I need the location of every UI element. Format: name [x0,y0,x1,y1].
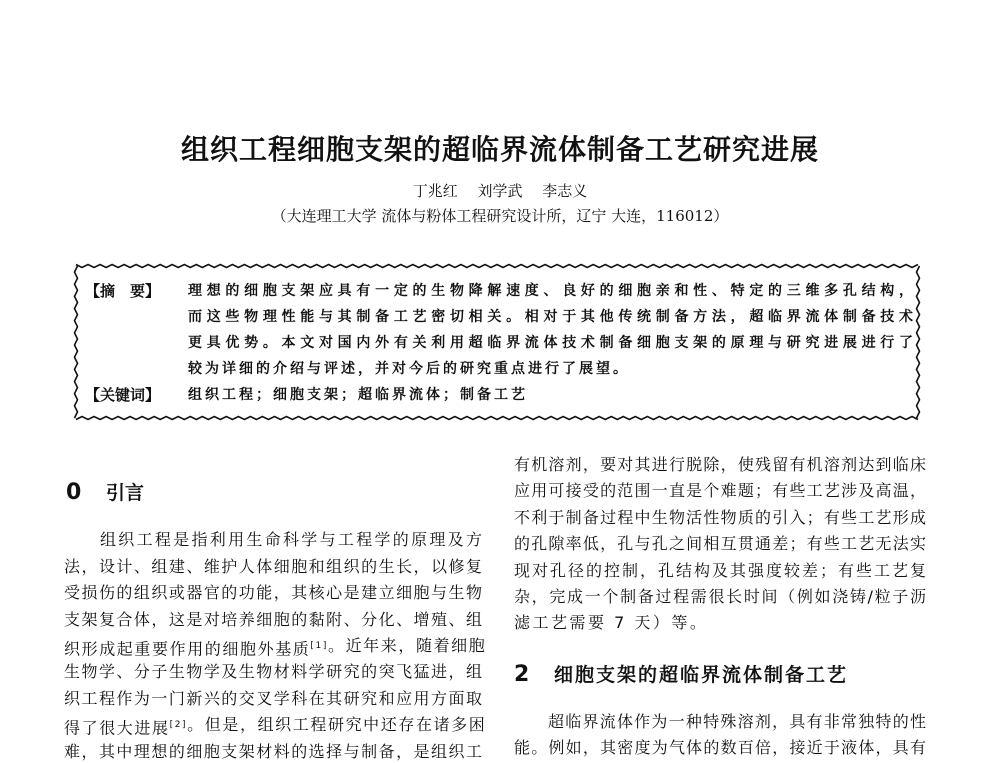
section-heading-0 [66,478,144,505]
paragraph-line: 受损伤的组织或器官的功能，其核心是建立细胞与生物 [64,583,482,602]
abstract-label: 【摘 要】 [85,282,161,300]
paragraph-line: 支架复合体，这是对培养细胞的黏附、分化、增殖、组 [64,610,482,629]
paragraph-line: 滤工艺需要 7 天）等。 [514,613,709,632]
paragraph-line: 杂，完成一个制备过程需很长时间（例如浇铸/粒子沥 [514,587,926,606]
section-title: 引言 [106,482,145,504]
abstract-line: 理想的细胞支架应具有一定的生物降解速度、良好的细胞亲和性、特定的三维多孔结构， [188,283,913,299]
abstract-line: 而这些物理性能与其制备工艺密切相关。相对于其他传统制备方法，超临界流体制备技术 [188,309,913,325]
border-segment [76,417,918,420]
paragraph-line: 现对孔径的控制，孔结构及其强度较差；有些工艺复 [514,561,926,580]
authors: 丁兆红 刘学武 李志义 [412,182,588,200]
keywords: 组织工程；细胞支架；超临界流体；制备工艺 [188,387,528,403]
paragraph-line [64,635,487,659]
paragraph-line: 织工程作为一门新兴的交叉学科在其研究和应用方面取 [64,689,482,708]
text: 。但是，组织工程研究中还存在诸多困 [187,715,487,734]
section-number: 0 [66,480,82,505]
paragraph-line: 超临界流体作为一种特殊溶剂，具有非常独特的性 [548,712,926,731]
section-heading-2 [514,660,848,687]
paragraph-line: 法，设计、组建、维护人体细胞和组织的生长，以修复 [64,557,482,576]
text: 得了很大进展 [64,718,170,738]
paragraph-line: 组织工程是指利用生命科学与工程学的原理及方 [100,530,482,549]
keywords-label: 【关键词】 [85,386,161,404]
abstract-line: 较为详细的介绍与评述，并对今后的研究重点进行了展望。 [188,361,630,377]
citation-2[interactable]: [2] [169,720,188,730]
paper-title: 组织工程细胞支架的超临界流体制备工艺研究进展 [180,133,819,166]
border-segment [75,266,78,418]
paragraph-line: 的孔隙率低，孔与孔之间相互贯通差；有些工艺无法实 [514,534,926,553]
text: 织形成起重要作用的细胞外基质 [64,639,311,659]
paragraph-line: 应用可接受的范围一直是个难题；有些工艺涉及高温， [514,481,926,500]
affiliation: （大连理工大学 流体与粉体工程研究设计所，辽宁 大连，116012） [271,207,729,225]
paragraph-line: 能。例如，其密度为气体的数百倍，接近于液体，具有 [514,738,926,757]
citation-1[interactable]: [1] [310,641,328,651]
paragraph-line: 有机溶剂，要对其进行脱除，使残留有机溶剂达到临床 [514,455,926,474]
abstract-line: 更具优势。本文对国内外有关利用超临界流体技术制备细胞支架的原理与研究进展进行了 [188,335,913,351]
border-segment [76,265,918,268]
paragraph-line [64,714,487,738]
paragraph-line: 生物学、分子生物学及生物材料学研究的突飞猛进，组 [64,662,482,681]
section-number: 2 [514,662,532,687]
paragraph-line: 难，其中理想的细胞支架材料的选择与制备，是组织工 [64,742,482,761]
border-segment [917,266,920,418]
paragraph-line: 不利于制备过程中生物活性物质的引入；有些工艺形成 [514,508,926,527]
text: 。近年来，随着细胞 [327,636,487,655]
section-title: 细胞支架的超临界流体制备工艺 [554,664,849,686]
